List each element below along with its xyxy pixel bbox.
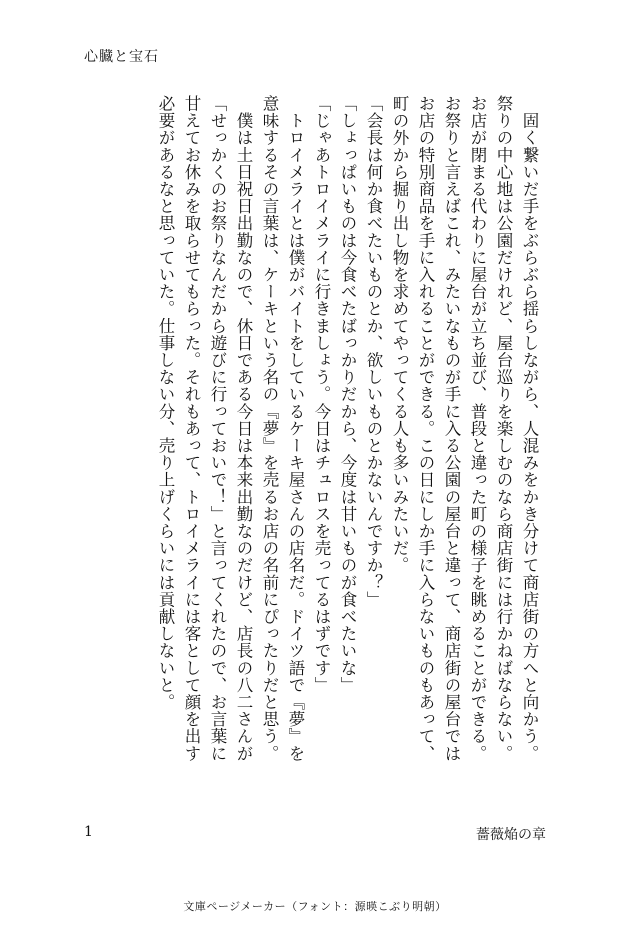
text-line: 固く繋いだ手をぶらぶら揺らしながら、人混みをかき分けて商店街の方へと向かう。 (520, 95, 539, 762)
page-number: 1 (84, 824, 93, 840)
vertical-body-text (152, 95, 542, 762)
text-line: 「しょっぱいものは今食べたばっかりだから、今度は甘いものが食べたいな」 (338, 95, 357, 694)
text-line: 「会長は何か食べたいものとか、欲しいものとかないんですか？」 (364, 95, 383, 608)
text-line: 町の外から掘り出し物を求めてやってくる人も多いみたいだ。 (390, 95, 409, 574)
text-line: 「せっかくのお祭りなんだから遊びに行っておいで！」と言ってくれたので、お言葉に (208, 95, 227, 762)
text-line: 意味するその言葉は、ケーキという名の『夢』を売るお店の名前にぴったりだと思う。 (260, 95, 279, 762)
text-line: 「じゃあトロイメライに行きましょう。今日はチュロスを売ってるはずです」 (312, 95, 331, 694)
generator-credit: 文庫ページメーカー（フォント：源暎こぶり明朝） (183, 900, 447, 913)
running-header-title: 心臓と宝石 (84, 49, 159, 65)
text-line: 祭りの中心地は公園だけれど、屋台巡りを楽しむのなら商店街には行かねばならない。 (494, 95, 513, 762)
text-line: お店が閉まる代わりに屋台が立ち並び、普段と違った町の様子を眺めることができる。 (468, 95, 487, 762)
chapter-title: 薔薇焔の章 (476, 827, 546, 843)
text-line: 僕は土日祝日出勤なので、休日である今日は本来出勤なのだけど、店長の八二さんが (234, 95, 253, 762)
text-line: 甘えてお休みを取らせてもらった。それもあって、トロイメライには客として顔を出す (182, 95, 201, 762)
text-line: お店の特別商品を手に入れることができる。この日にしか手に入らないものもあって、 (416, 95, 435, 762)
text-line: 必要があるなと思っていた。仕事しない分、売り上げくらいには貢献しないと。 (156, 95, 175, 711)
text-line: トロイメライとは僕がバイトをしているケーキ屋さんの店名だ。ドイツ語で『夢』を (286, 95, 305, 762)
text-line: お祭りと言えばこれ、みたいなものが手に入る公園の屋台と違って、商店街の屋台では (442, 95, 461, 762)
